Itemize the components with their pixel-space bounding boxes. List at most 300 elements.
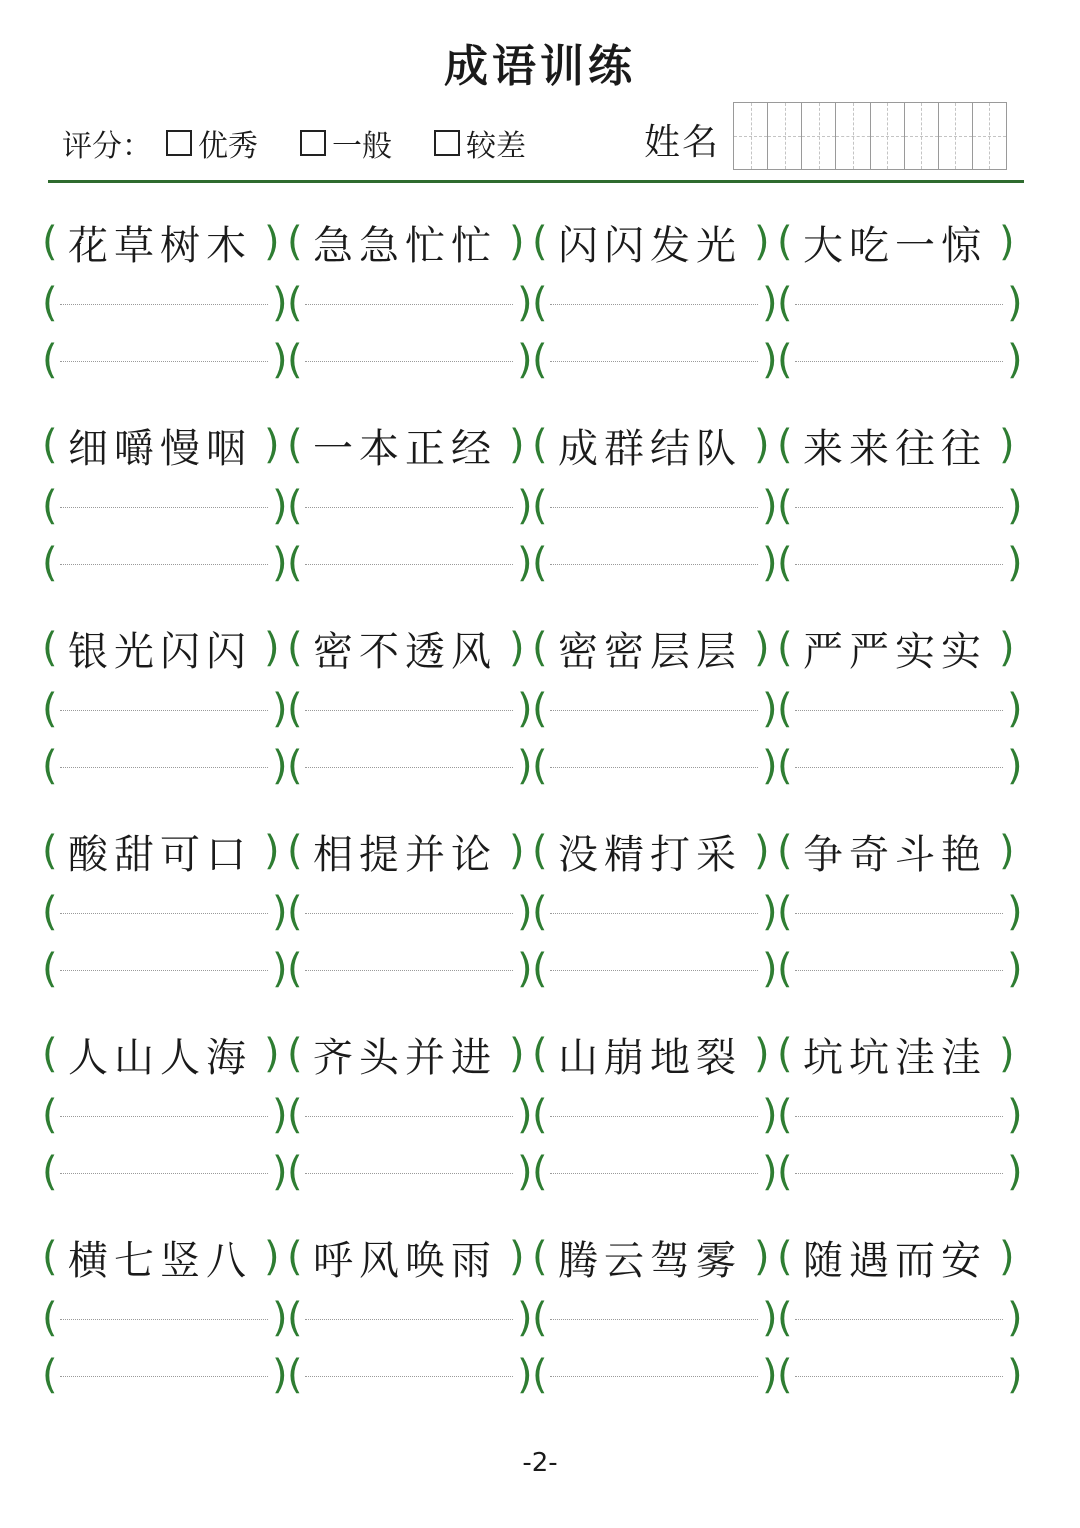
answer-line[interactable] xyxy=(305,1376,513,1377)
close-paren: ) xyxy=(264,1234,280,1280)
open-paren: ( xyxy=(287,828,303,874)
answer-line[interactable] xyxy=(795,1319,1003,1320)
answer-line[interactable] xyxy=(60,710,268,711)
close-paren: ) xyxy=(754,219,770,265)
blank-answer-cell[interactable] xyxy=(532,1091,778,1138)
close-paren: ) xyxy=(762,1294,778,1341)
answer-line[interactable] xyxy=(60,507,268,508)
answer-line[interactable] xyxy=(60,767,268,768)
close-paren: ) xyxy=(999,1031,1015,1077)
open-paren: ( xyxy=(532,1091,548,1138)
score-label: 评分： xyxy=(62,129,152,164)
idiom-text: 山崩地裂 xyxy=(558,1034,742,1081)
open-paren: ( xyxy=(532,1294,548,1341)
open-paren: ( xyxy=(532,336,548,383)
answer-line[interactable] xyxy=(550,564,758,565)
open-paren: ( xyxy=(42,482,58,529)
close-paren: ) xyxy=(762,539,778,586)
answer-line[interactable] xyxy=(305,507,513,508)
name-grid-cell[interactable] xyxy=(836,103,870,169)
idiom-group xyxy=(42,1022,1038,1225)
open-paren: ( xyxy=(287,742,303,789)
idiom-cell xyxy=(777,1229,1022,1286)
blank-answer-cell[interactable] xyxy=(42,1351,288,1398)
idiom-text: 闪闪发光 xyxy=(558,222,742,269)
page-number: -2- xyxy=(522,1448,558,1478)
blank-answer-cell[interactable] xyxy=(532,945,778,992)
idiom-row xyxy=(42,1225,1038,1289)
close-paren: ) xyxy=(754,1031,770,1077)
idiom-cell xyxy=(42,214,287,271)
close-paren: ) xyxy=(517,742,533,789)
close-paren: ) xyxy=(517,945,533,992)
idiom-text: 坑坑洼洼 xyxy=(803,1034,987,1081)
open-paren: ( xyxy=(532,828,548,874)
idiom-text: 相提并论 xyxy=(313,831,497,878)
open-paren: ( xyxy=(777,742,793,789)
open-paren: ( xyxy=(287,482,303,529)
close-paren: ) xyxy=(517,336,533,383)
close-paren: ) xyxy=(272,482,288,529)
blank-answer-cell[interactable] xyxy=(287,1091,533,1138)
open-paren: ( xyxy=(777,1031,793,1077)
blank-row xyxy=(42,477,1038,534)
open-paren: ( xyxy=(777,1294,793,1341)
idiom-text: 严严实实 xyxy=(803,628,987,675)
open-paren: ( xyxy=(287,1091,303,1138)
answer-line[interactable] xyxy=(550,1319,758,1320)
idiom-cell xyxy=(287,823,532,880)
blank-answer-cell[interactable] xyxy=(532,1294,778,1341)
open-paren: ( xyxy=(287,279,303,326)
open-paren: ( xyxy=(287,1294,303,1341)
answer-line[interactable] xyxy=(550,507,758,508)
open-paren: ( xyxy=(287,685,303,732)
blank-row xyxy=(42,1346,1038,1403)
idiom-cell xyxy=(42,620,287,677)
open-paren: ( xyxy=(42,219,58,265)
open-paren: ( xyxy=(42,888,58,935)
answer-line[interactable] xyxy=(305,970,513,971)
idiom-cell xyxy=(42,823,287,880)
close-paren: ) xyxy=(1007,482,1023,529)
checkbox-average[interactable] xyxy=(300,130,326,156)
name-label: 姓名 xyxy=(644,122,721,163)
answer-line[interactable] xyxy=(795,970,1003,971)
name-grid-cell[interactable] xyxy=(802,103,836,169)
open-paren: ( xyxy=(42,279,58,326)
open-paren: ( xyxy=(287,945,303,992)
name-writing-grid[interactable] xyxy=(733,102,1007,170)
close-paren: ) xyxy=(754,828,770,874)
blank-answer-cell[interactable] xyxy=(287,539,533,586)
blank-answer-cell[interactable] xyxy=(777,685,1023,732)
open-paren: ( xyxy=(532,279,548,326)
blank-row xyxy=(42,883,1038,940)
blank-answer-cell[interactable] xyxy=(777,279,1023,326)
open-paren: ( xyxy=(777,625,793,671)
idiom-text: 呼风唤雨 xyxy=(313,1237,497,1284)
answer-line[interactable] xyxy=(550,767,758,768)
blank-answer-cell[interactable] xyxy=(777,1091,1023,1138)
open-paren: ( xyxy=(42,1031,58,1077)
name-grid-cell[interactable] xyxy=(973,103,1006,169)
close-paren: ) xyxy=(1007,336,1023,383)
blank-answer-cell[interactable] xyxy=(42,742,288,789)
open-paren: ( xyxy=(532,1031,548,1077)
close-paren: ) xyxy=(517,482,533,529)
idiom-text: 齐头并进 xyxy=(313,1034,497,1081)
blank-answer-cell[interactable] xyxy=(532,685,778,732)
blank-answer-cell[interactable] xyxy=(287,1351,533,1398)
answer-line[interactable] xyxy=(60,564,268,565)
answer-line[interactable] xyxy=(795,507,1003,508)
answer-line[interactable] xyxy=(60,304,268,305)
blank-answer-cell[interactable] xyxy=(777,1294,1023,1341)
blank-row xyxy=(42,940,1038,997)
close-paren: ) xyxy=(272,685,288,732)
answer-line[interactable] xyxy=(305,361,513,362)
idiom-text: 一本正经 xyxy=(313,425,497,472)
open-paren: ( xyxy=(777,1148,793,1195)
idiom-group xyxy=(42,210,1038,413)
close-paren: ) xyxy=(272,1148,288,1195)
open-paren: ( xyxy=(42,422,58,468)
close-paren: ) xyxy=(762,279,778,326)
open-paren: ( xyxy=(42,1294,58,1341)
answer-line[interactable] xyxy=(305,767,513,768)
score-option-excellent[interactable] xyxy=(166,121,258,165)
close-paren: ) xyxy=(1007,279,1023,326)
answer-line[interactable] xyxy=(305,1173,513,1174)
open-paren: ( xyxy=(777,1234,793,1280)
name-grid-cell[interactable] xyxy=(871,103,905,169)
close-paren: ) xyxy=(999,1234,1015,1280)
close-paren: ) xyxy=(762,945,778,992)
close-paren: ) xyxy=(509,1234,525,1280)
idiom-cell xyxy=(287,620,532,677)
close-paren: ) xyxy=(1007,945,1023,992)
idiom-text: 大吃一惊 xyxy=(803,222,987,269)
idiom-cell xyxy=(532,1229,777,1286)
blank-answer-cell[interactable] xyxy=(777,1148,1023,1195)
close-paren: ) xyxy=(517,1351,533,1398)
blank-answer-cell[interactable] xyxy=(777,482,1023,529)
open-paren: ( xyxy=(42,945,58,992)
blank-answer-cell[interactable] xyxy=(42,539,288,586)
close-paren: ) xyxy=(1007,685,1023,732)
answer-line[interactable] xyxy=(550,361,758,362)
idiom-cell xyxy=(532,417,777,474)
answer-line[interactable] xyxy=(550,304,758,305)
open-paren: ( xyxy=(42,742,58,789)
blank-answer-cell[interactable] xyxy=(287,1148,533,1195)
blank-answer-cell[interactable] xyxy=(777,336,1023,383)
blank-row xyxy=(42,1086,1038,1143)
idiom-cell xyxy=(777,214,1022,271)
open-paren: ( xyxy=(532,625,548,671)
answer-line[interactable] xyxy=(795,564,1003,565)
blank-answer-cell[interactable] xyxy=(287,742,533,789)
score-option-label: 优秀 xyxy=(198,129,258,164)
close-paren: ) xyxy=(509,422,525,468)
answer-line[interactable] xyxy=(795,304,1003,305)
blank-answer-cell[interactable] xyxy=(777,742,1023,789)
blank-answer-cell[interactable] xyxy=(42,888,288,935)
close-paren: ) xyxy=(1007,1091,1023,1138)
open-paren: ( xyxy=(777,336,793,383)
close-paren: ) xyxy=(272,336,288,383)
answer-line[interactable] xyxy=(795,710,1003,711)
answer-line[interactable] xyxy=(305,913,513,914)
idiom-text: 没精打采 xyxy=(558,831,742,878)
answer-line[interactable] xyxy=(795,767,1003,768)
blank-answer-cell[interactable] xyxy=(777,539,1023,586)
answer-line[interactable] xyxy=(305,304,513,305)
idiom-text: 人山人海 xyxy=(68,1034,252,1081)
answer-line[interactable] xyxy=(795,361,1003,362)
blank-answer-cell[interactable] xyxy=(532,1148,778,1195)
open-paren: ( xyxy=(532,945,548,992)
answer-line[interactable] xyxy=(305,564,513,565)
answer-line[interactable] xyxy=(550,1376,758,1377)
close-paren: ) xyxy=(762,685,778,732)
open-paren: ( xyxy=(42,1148,58,1195)
idiom-row xyxy=(42,819,1038,883)
close-paren: ) xyxy=(762,1351,778,1398)
open-paren: ( xyxy=(532,422,548,468)
name-grid-cell[interactable] xyxy=(905,103,939,169)
close-paren: ) xyxy=(1007,888,1023,935)
idiom-cell xyxy=(532,1026,777,1083)
open-paren: ( xyxy=(287,1148,303,1195)
open-paren: ( xyxy=(777,685,793,732)
blank-answer-cell[interactable] xyxy=(287,1294,533,1341)
answer-line[interactable] xyxy=(305,710,513,711)
idiom-cell xyxy=(287,1026,532,1083)
answer-line[interactable] xyxy=(60,913,268,914)
blank-answer-cell[interactable] xyxy=(287,336,533,383)
close-paren: ) xyxy=(754,1234,770,1280)
open-paren: ( xyxy=(42,685,58,732)
blank-answer-cell[interactable] xyxy=(287,888,533,935)
idiom-cell xyxy=(42,417,287,474)
close-paren: ) xyxy=(762,482,778,529)
blank-answer-cell[interactable] xyxy=(287,482,533,529)
blank-answer-cell[interactable] xyxy=(287,945,533,992)
score-option-label: 较差 xyxy=(466,129,526,164)
answer-line[interactable] xyxy=(795,1173,1003,1174)
close-paren: ) xyxy=(509,1031,525,1077)
answer-line[interactable] xyxy=(305,1116,513,1117)
open-paren: ( xyxy=(42,539,58,586)
idiom-group xyxy=(42,413,1038,616)
close-paren: ) xyxy=(272,279,288,326)
answer-line[interactable] xyxy=(60,1319,268,1320)
blank-answer-cell[interactable] xyxy=(42,1294,288,1341)
idiom-groups xyxy=(42,210,1038,1428)
close-paren: ) xyxy=(264,828,280,874)
open-paren: ( xyxy=(532,888,548,935)
idiom-cell xyxy=(532,214,777,271)
open-paren: ( xyxy=(532,742,548,789)
close-paren: ) xyxy=(264,219,280,265)
blank-answer-cell[interactable] xyxy=(42,482,288,529)
blank-answer-cell[interactable] xyxy=(42,945,288,992)
answer-line[interactable] xyxy=(60,1173,268,1174)
open-paren: ( xyxy=(42,336,58,383)
idiom-text: 细嚼慢咽 xyxy=(68,425,252,472)
open-paren: ( xyxy=(777,422,793,468)
answer-line[interactable] xyxy=(795,1376,1003,1377)
answer-line[interactable] xyxy=(795,913,1003,914)
answer-line[interactable] xyxy=(550,1173,758,1174)
close-paren: ) xyxy=(272,1091,288,1138)
score-option-label: 一般 xyxy=(332,129,392,164)
idiom-cell xyxy=(287,214,532,271)
blank-answer-cell[interactable] xyxy=(532,482,778,529)
close-paren: ) xyxy=(517,1294,533,1341)
open-paren: ( xyxy=(287,888,303,935)
close-paren: ) xyxy=(517,888,533,935)
blank-answer-cell[interactable] xyxy=(42,1091,288,1138)
blank-row xyxy=(42,274,1038,331)
close-paren: ) xyxy=(264,1031,280,1077)
name-grid-cell[interactable] xyxy=(939,103,973,169)
close-paren: ) xyxy=(999,828,1015,874)
blank-answer-cell[interactable] xyxy=(42,336,288,383)
open-paren: ( xyxy=(777,279,793,326)
open-paren: ( xyxy=(777,482,793,529)
blank-answer-cell[interactable] xyxy=(532,742,778,789)
score-option-poor[interactable] xyxy=(434,121,526,165)
close-paren: ) xyxy=(999,422,1015,468)
idiom-text: 银光闪闪 xyxy=(68,628,252,675)
blank-answer-cell[interactable] xyxy=(777,888,1023,935)
close-paren: ) xyxy=(272,742,288,789)
close-paren: ) xyxy=(517,1091,533,1138)
close-paren: ) xyxy=(272,1294,288,1341)
blank-answer-cell[interactable] xyxy=(287,685,533,732)
open-paren: ( xyxy=(777,945,793,992)
checkbox-excellent[interactable] xyxy=(166,130,192,156)
open-paren: ( xyxy=(777,828,793,874)
idiom-cell xyxy=(532,823,777,880)
name-grid-cell[interactable] xyxy=(734,103,768,169)
answer-line[interactable] xyxy=(60,361,268,362)
answer-line[interactable] xyxy=(550,970,758,971)
blank-answer-cell[interactable] xyxy=(532,539,778,586)
blank-answer-cell[interactable] xyxy=(777,945,1023,992)
open-paren: ( xyxy=(42,625,58,671)
name-grid-cell[interactable] xyxy=(768,103,802,169)
blank-answer-cell[interactable] xyxy=(42,279,288,326)
close-paren: ) xyxy=(272,539,288,586)
idiom-text: 花草树木 xyxy=(68,222,252,269)
blank-answer-cell[interactable] xyxy=(532,1351,778,1398)
idiom-text: 密不透风 xyxy=(313,628,497,675)
open-paren: ( xyxy=(287,1351,303,1398)
blank-row xyxy=(42,737,1038,794)
blank-answer-cell[interactable] xyxy=(777,1351,1023,1398)
blank-answer-cell[interactable] xyxy=(42,685,288,732)
idiom-cell xyxy=(287,1229,532,1286)
open-paren: ( xyxy=(287,625,303,671)
blank-row xyxy=(42,1143,1038,1200)
open-paren: ( xyxy=(777,1351,793,1398)
close-paren: ) xyxy=(1007,1351,1023,1398)
blank-answer-cell[interactable] xyxy=(42,1148,288,1195)
open-paren: ( xyxy=(287,422,303,468)
answer-line[interactable] xyxy=(795,1116,1003,1117)
blank-row xyxy=(42,534,1038,591)
open-paren: ( xyxy=(287,1234,303,1280)
idiom-text: 争奇斗艳 xyxy=(803,831,987,878)
close-paren: ) xyxy=(999,625,1015,671)
answer-line[interactable] xyxy=(60,1376,268,1377)
close-paren: ) xyxy=(1007,1294,1023,1341)
open-paren: ( xyxy=(777,1091,793,1138)
blank-answer-cell[interactable] xyxy=(532,279,778,326)
idiom-cell xyxy=(287,417,532,474)
close-paren: ) xyxy=(272,945,288,992)
blank-row xyxy=(42,1289,1038,1346)
close-paren: ) xyxy=(272,1351,288,1398)
score-option-average[interactable] xyxy=(300,121,392,165)
close-paren: ) xyxy=(272,888,288,935)
close-paren: ) xyxy=(509,625,525,671)
idiom-cell xyxy=(42,1229,287,1286)
answer-line[interactable] xyxy=(550,1116,758,1117)
idiom-text: 腾云驾雾 xyxy=(558,1237,742,1284)
answer-line[interactable] xyxy=(305,1319,513,1320)
checkbox-poor[interactable] xyxy=(434,130,460,156)
blank-answer-cell[interactable] xyxy=(532,888,778,935)
blank-answer-cell[interactable] xyxy=(287,279,533,326)
idiom-row xyxy=(42,413,1038,477)
idiom-cell xyxy=(532,620,777,677)
idiom-cell xyxy=(777,1026,1022,1083)
close-paren: ) xyxy=(1007,539,1023,586)
close-paren: ) xyxy=(264,422,280,468)
open-paren: ( xyxy=(532,482,548,529)
open-paren: ( xyxy=(532,1234,548,1280)
close-paren: ) xyxy=(1007,1148,1023,1195)
score-row xyxy=(62,118,568,168)
answer-line[interactable] xyxy=(550,710,758,711)
close-paren: ) xyxy=(517,1148,533,1195)
idiom-row xyxy=(42,1022,1038,1086)
answer-line[interactable] xyxy=(60,970,268,971)
idiom-group xyxy=(42,1225,1038,1428)
blank-answer-cell[interactable] xyxy=(532,336,778,383)
idiom-cell xyxy=(777,417,1022,474)
open-paren: ( xyxy=(287,219,303,265)
blank-row xyxy=(42,680,1038,737)
close-paren: ) xyxy=(1007,742,1023,789)
open-paren: ( xyxy=(42,828,58,874)
idiom-text: 酸甜可口 xyxy=(68,831,252,878)
answer-line[interactable] xyxy=(60,1116,268,1117)
close-paren: ) xyxy=(762,742,778,789)
answer-line[interactable] xyxy=(550,913,758,914)
idiom-cell xyxy=(42,1026,287,1083)
close-paren: ) xyxy=(517,685,533,732)
close-paren: ) xyxy=(509,828,525,874)
open-paren: ( xyxy=(777,888,793,935)
open-paren: ( xyxy=(287,1031,303,1077)
idiom-text: 来来往往 xyxy=(803,425,987,472)
